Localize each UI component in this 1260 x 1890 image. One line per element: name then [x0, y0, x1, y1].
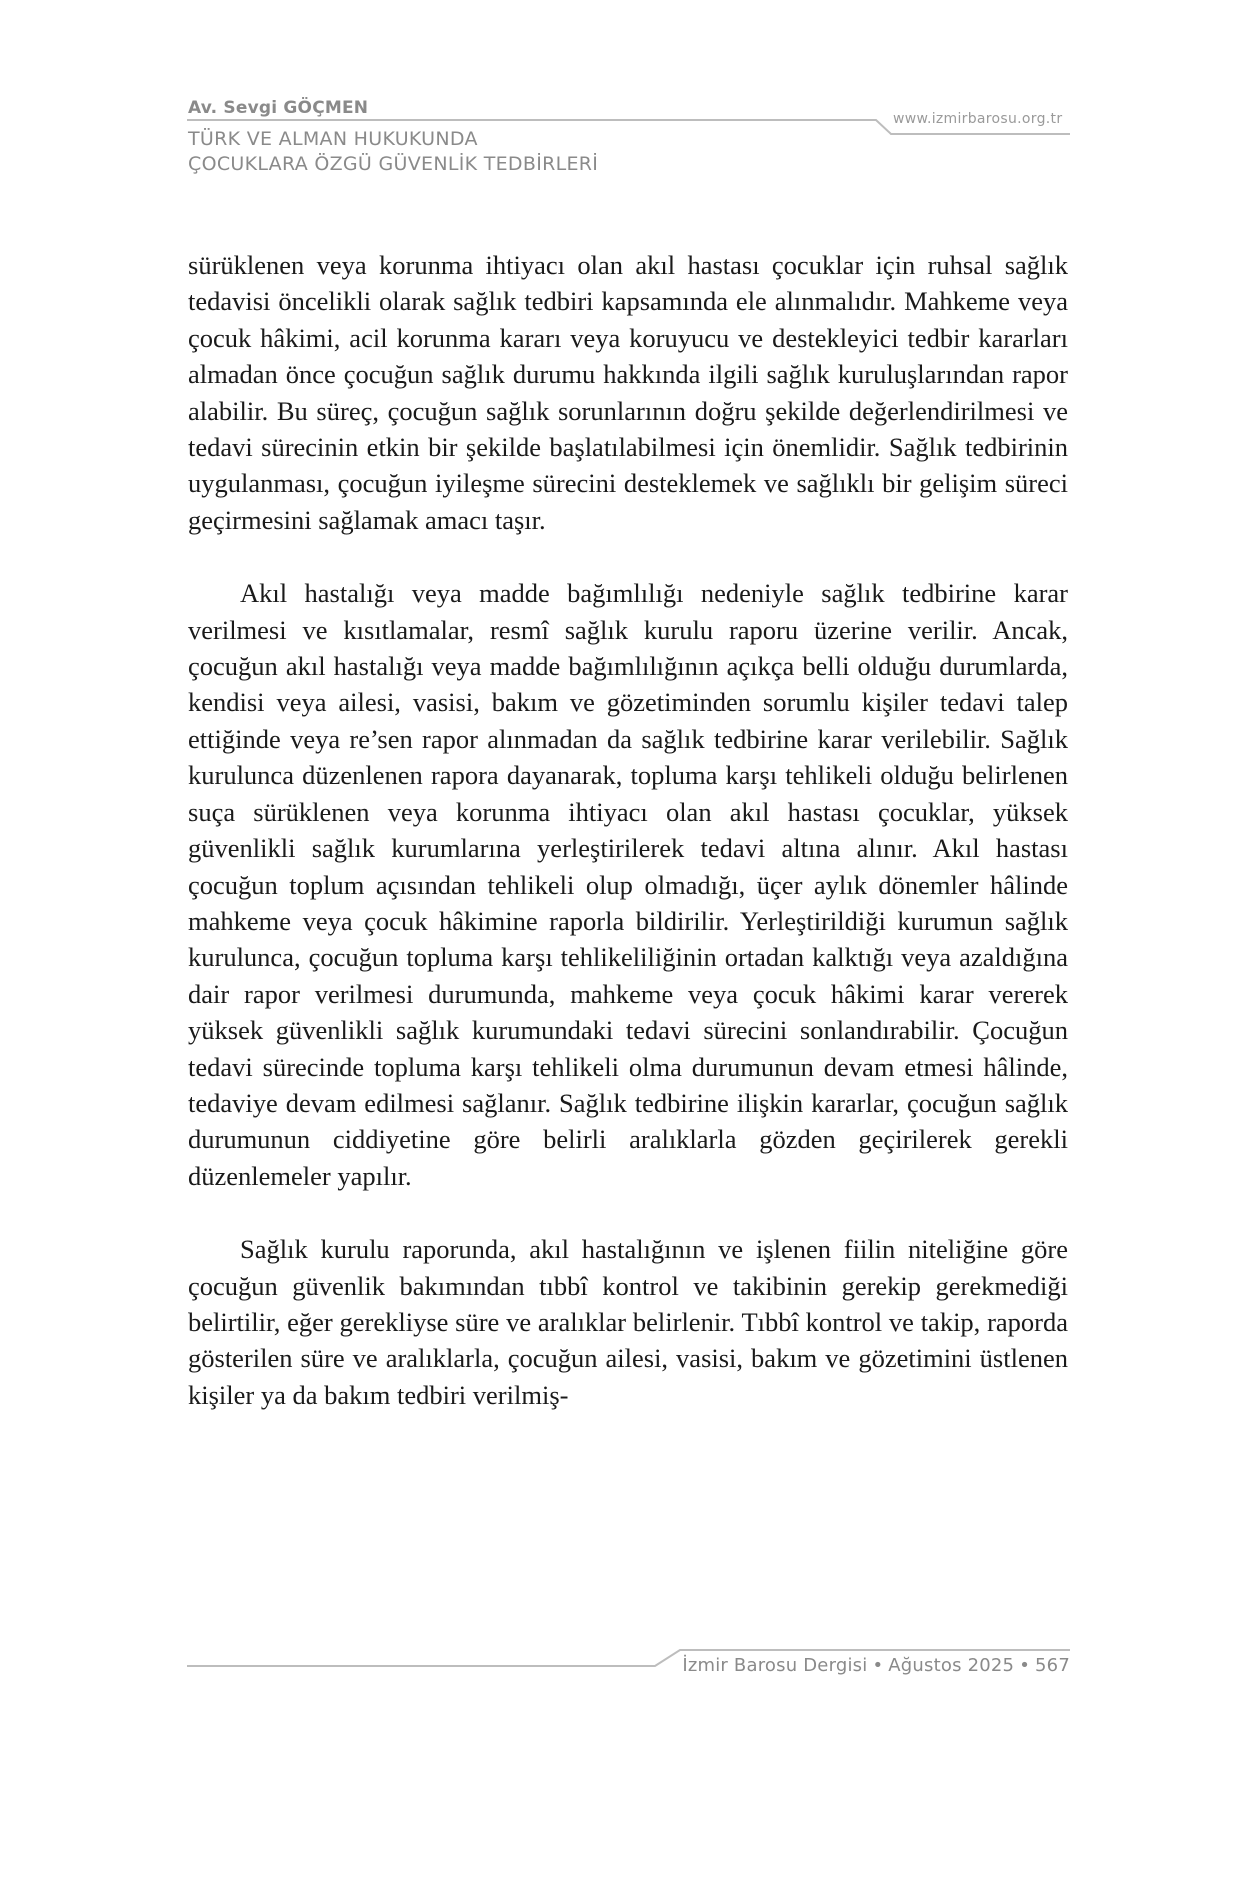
- paragraph: Sağlık kurulu raporunda, akıl hastalığının ve işlenen fiilin niteliğine göre çocuğun güvenlik bakımından tıbbî kontrol ve takibinin gerekip gerekmediği belirtilir, eğer gerekliyse süre ve aralıklar belirlenir. Tıbbî kontrol ve takip, raporda gösterilen süre ve aralıklarla, çocuğun ailesi, vasisi, bakım ve gözetimini üstlenen kişiler ya da bakım tedbiri verilmiş-: [188, 1234, 1068, 1410]
- article-title: [188, 127, 598, 177]
- article-body: [188, 247, 1068, 1413]
- page-header: [0, 0, 1260, 190]
- article-title-line2: ÇOCUKLARA ÖZGÜ GÜVENLİK TEDBİRLERİ: [188, 153, 599, 175]
- author-name: Av. Sevgi GÖÇMEN: [188, 98, 369, 118]
- page-number: 567: [1035, 1655, 1070, 1676]
- article-title-line1: TÜRK VE ALMAN HUKUKUNDA: [188, 128, 478, 150]
- paragraph: Akıl hastalığı veya madde bağımlılığı nedeniyle sağlık tedbirine karar verilmesi ve kısıtlamalar, resmî sağlık kurulu raporu üzerine verilir. Ancak, çocuğun akıl hastalığı veya madde bağımlılığının açıkça belli olduğu durumlarda, kendisi veya ailesi, vasisi, bakım ve gözetiminden sorumlu kişiler tedavi talep ettiğinde veya re’sen rapor alınmadan da sağlık tedbirine karar verilebilir. Sağlık kurulunca düzenlenen rapora dayanarak, topluma karşı tehlikeli olduğu belirlenen suça sürüklenen veya korunma ihtiyacı olan akıl hastası çocuklar, yüksek güvenlikli sağlık kurumlarına yerleştirilerek tedavi altına alınır. Akıl hastası çocuğun toplum açısından tehlikeli olup olmadığı, üçer aylık dönemler hâlinde mahkeme veya çocuk hâkimine raporla bildirilir. Yerleştirildiği kurumun sağlık kurulunca, çocuğun topluma karşı tehlikeliliğinin ortadan kalktığı veya azaldığına dair rapor verilmesi durumunda, mahkeme veya çocuk hâkimi karar vererek yüksek güvenlikli sağlık kurumundaki tedavi sürecini sonlandırabilir. Çocuğun tedavi sürecinde topluma karşı tehlikeli olma durumunun devam etmesi hâlinde, tedaviye devam edilmesi sağlanır. Sağlık tedbirine ilişkin kararlar, çocuğun sağlık durumunun ciddiyetine göre belirli aralıklarla gözden geçirilerek gerekli düzenlemeler yapılır.: [188, 578, 1068, 1191]
- page-footer: [682, 1655, 1070, 1676]
- issue-date: Ağustos 2025: [888, 1655, 1015, 1676]
- journal-name: İzmir Barosu Dergisi: [682, 1655, 868, 1676]
- website-url: www.izmirbarosu.org.tr: [893, 111, 1063, 127]
- separator-dot: •: [872, 1655, 884, 1676]
- paragraph: sürüklenen veya korunma ihtiyacı olan akıl hastası çocuklar için ruhsal sağlık tedavisi öncelikli olarak sağlık tedbiri kapsamında ele alınmalıdır. Mahkeme veya çocuk hâkimi, acil korunma kararı veya koruyucu ve destekleyici tedbir kararları almadan önce çocuğun sağlık durumu hakkında ilgili sağlık kuruluşlarından rapor alabilir. Bu süreç, çocuğun sağlık sorunlarının doğru şekilde değerlendirilmesi ve tedavi sürecinin etkin bir şekilde başlatılabilmesi için önemlidir. Sağlık tedbirinin uygulanması, çocuğun iyileşme sürecini desteklemek ve sağlıklı bir gelişim süreci geçirmesini sağlamak amacı taşır.: [188, 250, 1068, 535]
- separator-dot: •: [1019, 1655, 1031, 1676]
